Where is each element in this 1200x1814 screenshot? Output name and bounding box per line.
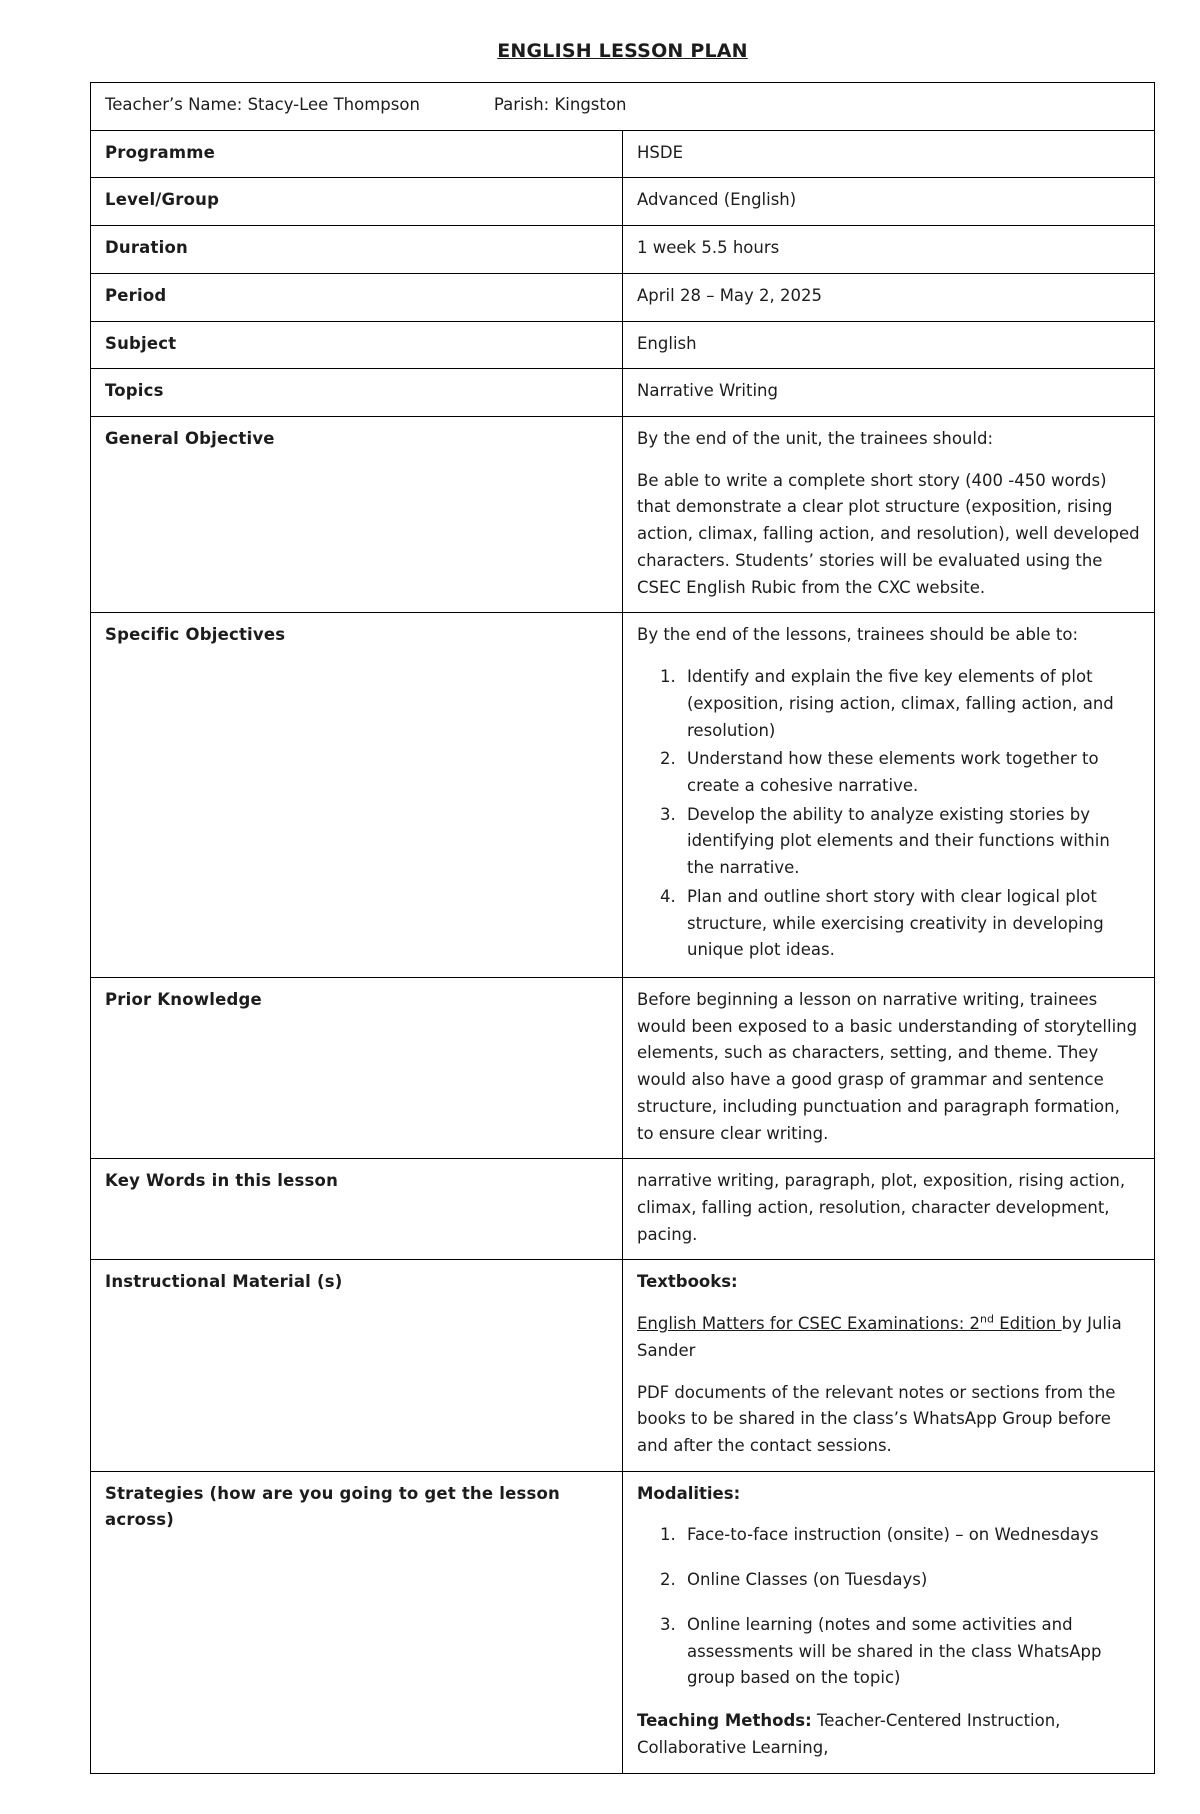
row-label-strategies: Strategies (how are you going to get the lesson across) [91, 1471, 623, 1773]
row-value-general-objective [623, 417, 1155, 613]
row-value-level-group: Advanced (English) [623, 178, 1155, 226]
table-row-header [91, 83, 1155, 131]
teaching-methods-label: Teaching Methods: [637, 1711, 812, 1731]
table-row-strategies [91, 1471, 1155, 1773]
row-value-programme: HSDE [623, 130, 1155, 178]
row-label-topics: Topics [91, 369, 623, 417]
table-row-duration [91, 226, 1155, 274]
row-label-specific-objectives: Specific Objectives [91, 613, 623, 978]
row-label-prior-knowledge: Prior Knowledge [91, 977, 623, 1158]
table-row-instructional-material [91, 1260, 1155, 1471]
row-value-duration: 1 week 5.5 hours [623, 226, 1155, 274]
table-row-programme [91, 130, 1155, 178]
row-label-instructional-material: Instructional Material (s) [91, 1260, 623, 1471]
row-label-programme: Programme [91, 130, 623, 178]
row-label-duration: Duration [91, 226, 623, 274]
objective-item: 3. Develop the ability to analyze existing stories by identifying plot elements and their functions within the narrative. [681, 802, 1140, 882]
objective-item: 2. Understand how these elements work together to create a cohesive narrative. [681, 746, 1140, 799]
row-value-period: April 28 – May 2, 2025 [623, 273, 1155, 321]
lesson-plan-table [90, 82, 1155, 1774]
modalities-list [637, 1522, 1140, 1692]
row-value-instructional-material [623, 1260, 1155, 1471]
modality-item: 2. Online Classes (on Tuesdays) [681, 1567, 1140, 1594]
teaching-methods-line [637, 1708, 1140, 1761]
table-row-general-objective [91, 417, 1155, 613]
book-title-text: English Matters for CSEC Examinations: 2 [637, 1314, 981, 1334]
textbooks-heading: Textbooks: [637, 1272, 738, 1292]
teaching-methods-text: Teacher-Centered Instruction, Collaborative Learning, [637, 1711, 1061, 1757]
header-cell [91, 83, 1155, 131]
row-value-prior-knowledge: Before beginning a lesson on narrative writing, trainees would been exposed to a basic understanding of storytelling elements, such as characters, setting, and theme. They would also have a good grasp of grammar and sentence structure, including punctuation and paragraph formation, to ensure clear writing. [623, 977, 1155, 1158]
row-value-topics: Narrative Writing [623, 369, 1155, 417]
table-row-specific-objectives [91, 613, 1155, 978]
table-row-key-words [91, 1159, 1155, 1260]
textbook-reference [637, 1311, 1140, 1364]
row-label-level-group: Level/Group [91, 178, 623, 226]
book-author: by Julia Sander [637, 1314, 1122, 1360]
parish-text: Parish: Kingston [493, 95, 627, 114]
instructional-material-body: PDF documents of the relevant notes or sections from the books to be shared in the class’s WhatsApp Group before and after the contact sessions. [637, 1382, 1116, 1456]
row-label-subject: Subject [91, 321, 623, 369]
objective-item: 4. Plan and outline short story with clear logical plot structure, while exercising creativity in developing unique plot ideas. [681, 884, 1140, 964]
row-value-specific-objectives [623, 613, 1155, 978]
table-row-prior-knowledge [91, 977, 1155, 1158]
book-title-rest: Edition [994, 1314, 1062, 1334]
general-objective-body: Be able to write a complete short story (400 -450 words) that demonstrate a clear plot structure (exposition, rising action, climax, falling action, and resolution), well developed characters. Students’ stories will be evaluated using the CSEC English Rubic from the CXC website. [637, 470, 1140, 597]
row-value-key-words: narrative writing, paragraph, plot, exposition, rising action, climax, falling action, resolution, character development, pacing. [623, 1159, 1155, 1260]
table-row-level-group [91, 178, 1155, 226]
book-title-underlined [637, 1314, 1062, 1333]
row-label-period: Period [91, 273, 623, 321]
objective-item: 1. Identify and explain the five key elements of plot (exposition, rising action, climax, falling action, and resolution) [681, 664, 1140, 744]
general-objective-intro: By the end of the unit, the trainees should: [637, 429, 994, 449]
table-row-period [91, 273, 1155, 321]
row-value-subject: English [623, 321, 1155, 369]
teacher-name-text: Teacher’s Name: Stacy-Lee Thompson [105, 95, 420, 114]
table-row-subject [91, 321, 1155, 369]
page-title: ENGLISH LESSON PLAN [497, 40, 748, 62]
specific-objectives-intro: By the end of the lessons, trainees should be able to: [637, 625, 1079, 645]
specific-objectives-list [637, 664, 1140, 964]
row-label-general-objective: General Objective [91, 417, 623, 613]
ordinal-superscript: nd [980, 1312, 995, 1326]
modalities-heading: Modalities: [637, 1483, 741, 1503]
modality-item: 3. Online learning (notes and some activities and assessments will be shared in the class WhatsApp group based on the topic) [681, 1612, 1140, 1692]
modality-item: 1. Face-to-face instruction (onsite) – on Wednesdays [681, 1522, 1140, 1549]
document-body [90, 40, 1155, 1774]
table-row-topics [91, 369, 1155, 417]
row-value-strategies [623, 1471, 1155, 1773]
row-label-key-words: Key Words in this lesson [91, 1159, 623, 1260]
